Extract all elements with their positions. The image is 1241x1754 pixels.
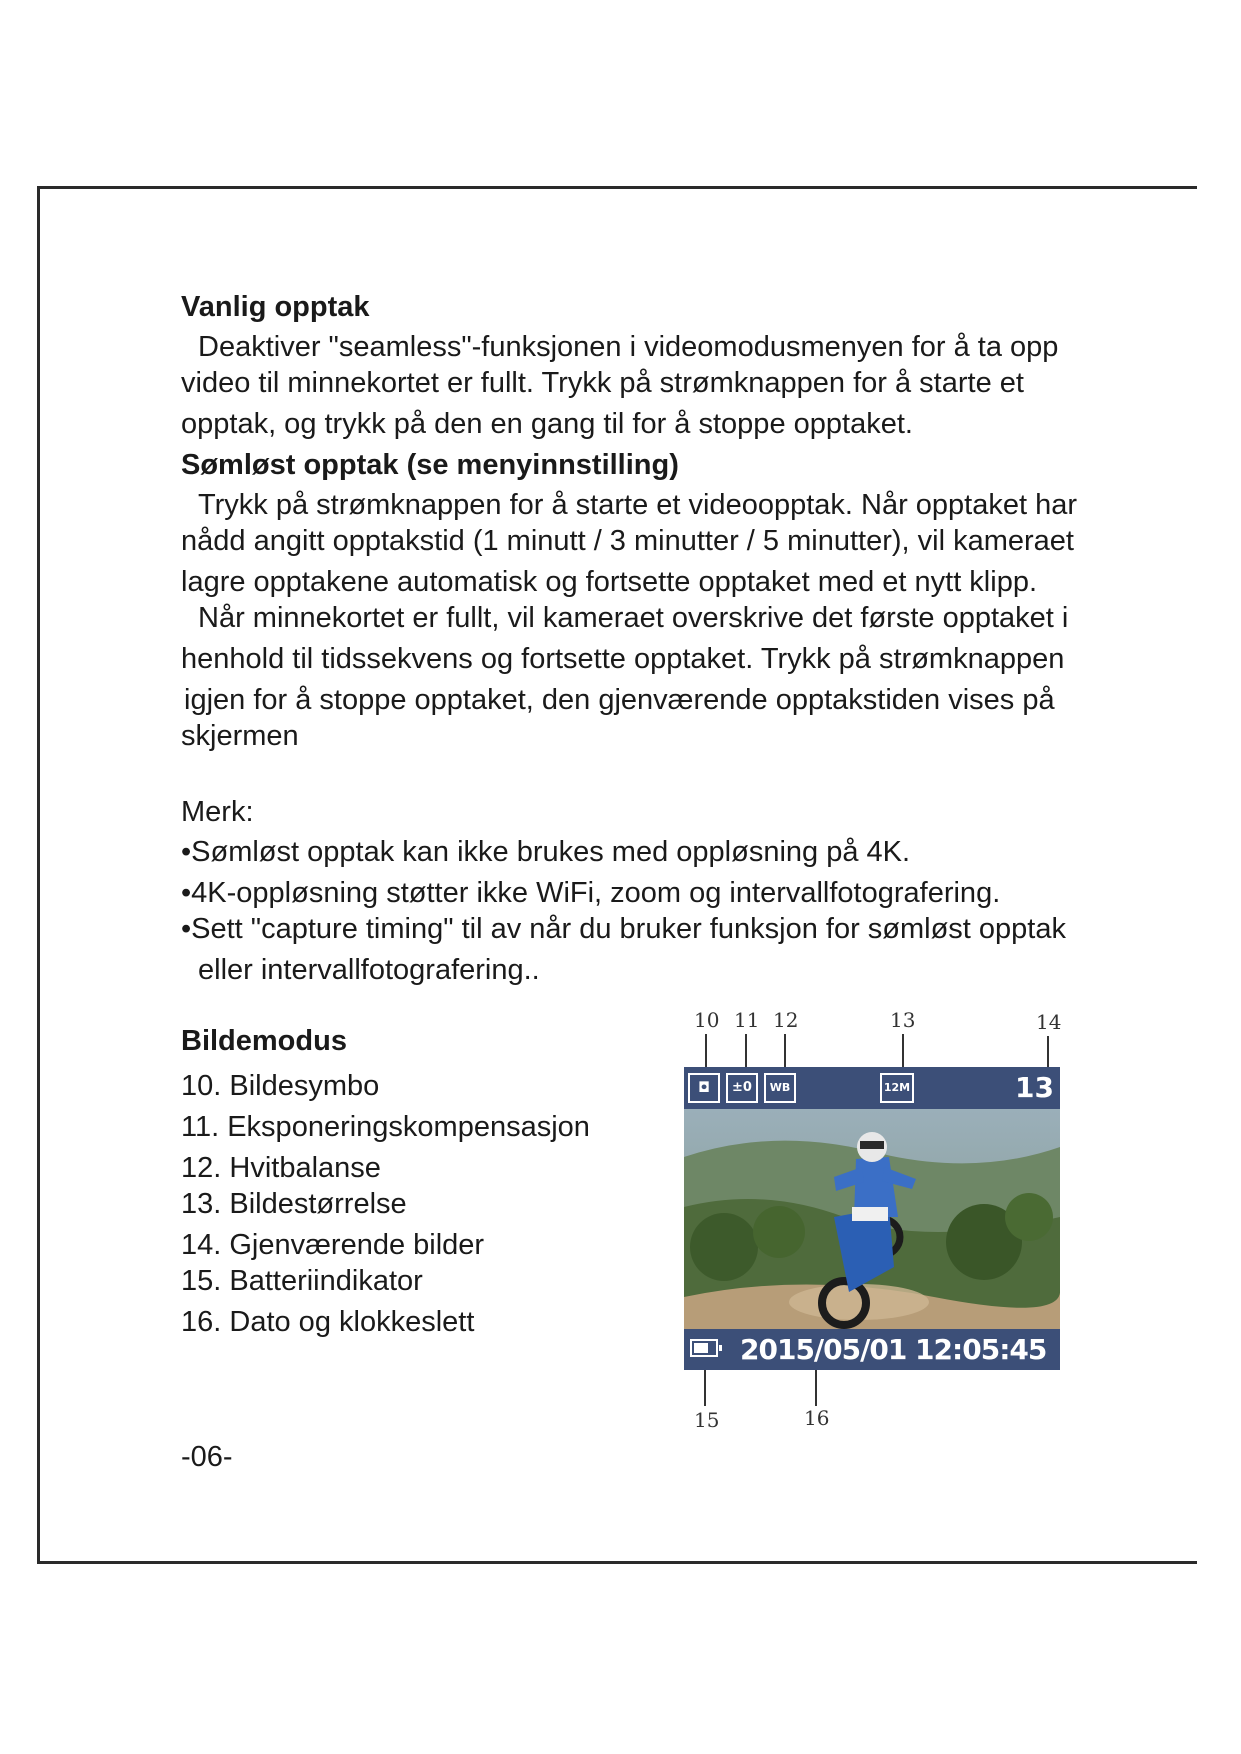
image-size-icon: 12M — [880, 1073, 914, 1103]
callout-line — [745, 1034, 747, 1069]
callout-number: 13 — [890, 1008, 916, 1032]
list-item: 15. Batteriindikator — [181, 1265, 423, 1297]
white-balance-icon: WB — [764, 1073, 796, 1103]
callout-number: 12 — [773, 1008, 799, 1032]
note-bullet: •Sømløst opptak kan ikke brukes med oppløsning på 4K. — [181, 836, 911, 868]
callout-line — [1047, 1036, 1049, 1069]
callout-line — [815, 1370, 817, 1406]
paragraph-line: nådd angitt opptakstid (1 minutt / 3 minutter / 5 minutter), vil kameraet — [181, 525, 1074, 557]
note-bullet: •4K-oppløsning støtter ikke WiFi, zoom og intervallfotografering. — [181, 877, 1001, 909]
paragraph-line: skjermen — [181, 720, 299, 752]
callout-line — [705, 1034, 707, 1069]
paragraph-line: Trykk på strømknappen for å starte et videoopptak. Når opptaket har — [198, 489, 1078, 521]
callout-line — [784, 1034, 786, 1069]
callout-number: 11 — [734, 1008, 760, 1032]
note-bullet-continuation: eller intervallfotografering.. — [198, 954, 540, 986]
list-item: 11. Eksponeringskompensasjon — [181, 1111, 590, 1143]
battery-icon — [690, 1339, 718, 1357]
paragraph-line: opptak, og trykk på den en gang til for å stoppe opptaket. — [181, 408, 913, 440]
paragraph-line: lagre opptakene automatisk og fortsette opptaket med et nytt klipp. — [181, 566, 1038, 598]
list-item: 12. Hvitbalanse — [181, 1152, 381, 1184]
paragraph-line: Deaktiver "seamless"-funksjonen i videomodusmenyen for å ta opp — [198, 331, 1059, 363]
callout-line — [902, 1034, 904, 1069]
list-item: 14. Gjenværende bilder — [181, 1229, 485, 1261]
heading-vanlig-opptak: Vanlig opptak — [181, 291, 370, 323]
list-item: 13. Bildestørrelse — [181, 1188, 407, 1220]
paragraph-line: henhold til tidssekvens og fortsette opptaket. Trykk på strømknappen — [181, 643, 1065, 675]
list-item: 10. Bildesymbo — [181, 1070, 380, 1102]
note-label: Merk: — [181, 796, 254, 828]
page-number: -06- — [181, 1441, 233, 1473]
list-item: 16. Dato og klokkeslett — [181, 1306, 475, 1338]
paragraph-line: video til minnekortet er fullt. Trykk på strømknappen for å starte et — [181, 367, 1024, 399]
status-bar-bottom — [684, 1329, 1060, 1370]
heading-bildemodus: Bildemodus — [181, 1025, 347, 1057]
note-bullet: •Sett "capture timing" til av når du bruker funksjon for sømløst opptak — [181, 913, 1066, 945]
callout-number: 10 — [694, 1008, 720, 1032]
paragraph-line: igjen for å stoppe opptaket, den gjenværende opptakstiden vises på — [184, 684, 1055, 716]
callout-line — [704, 1370, 706, 1406]
motocross-photo — [684, 1067, 1060, 1370]
date-time-display: 2015/05/01 12:05:45 — [740, 1333, 1047, 1366]
exposure-icon: ±0 — [726, 1073, 758, 1103]
callout-number: 15 — [694, 1408, 720, 1432]
photo-mode-icon: ◘ — [688, 1073, 720, 1103]
paragraph-line: Når minnekortet er fullt, vil kameraet overskrive det første opptaket i — [198, 602, 1069, 634]
heading-somlost-opptak: Sømløst opptak (se menyinnstilling) — [181, 449, 679, 481]
camera-screen — [684, 1067, 1060, 1370]
callout-number: 14 — [1036, 1010, 1062, 1034]
callout-number: 16 — [804, 1406, 830, 1430]
status-bar-top — [684, 1067, 1060, 1109]
remaining-photos-count: 13 — [1015, 1071, 1054, 1104]
